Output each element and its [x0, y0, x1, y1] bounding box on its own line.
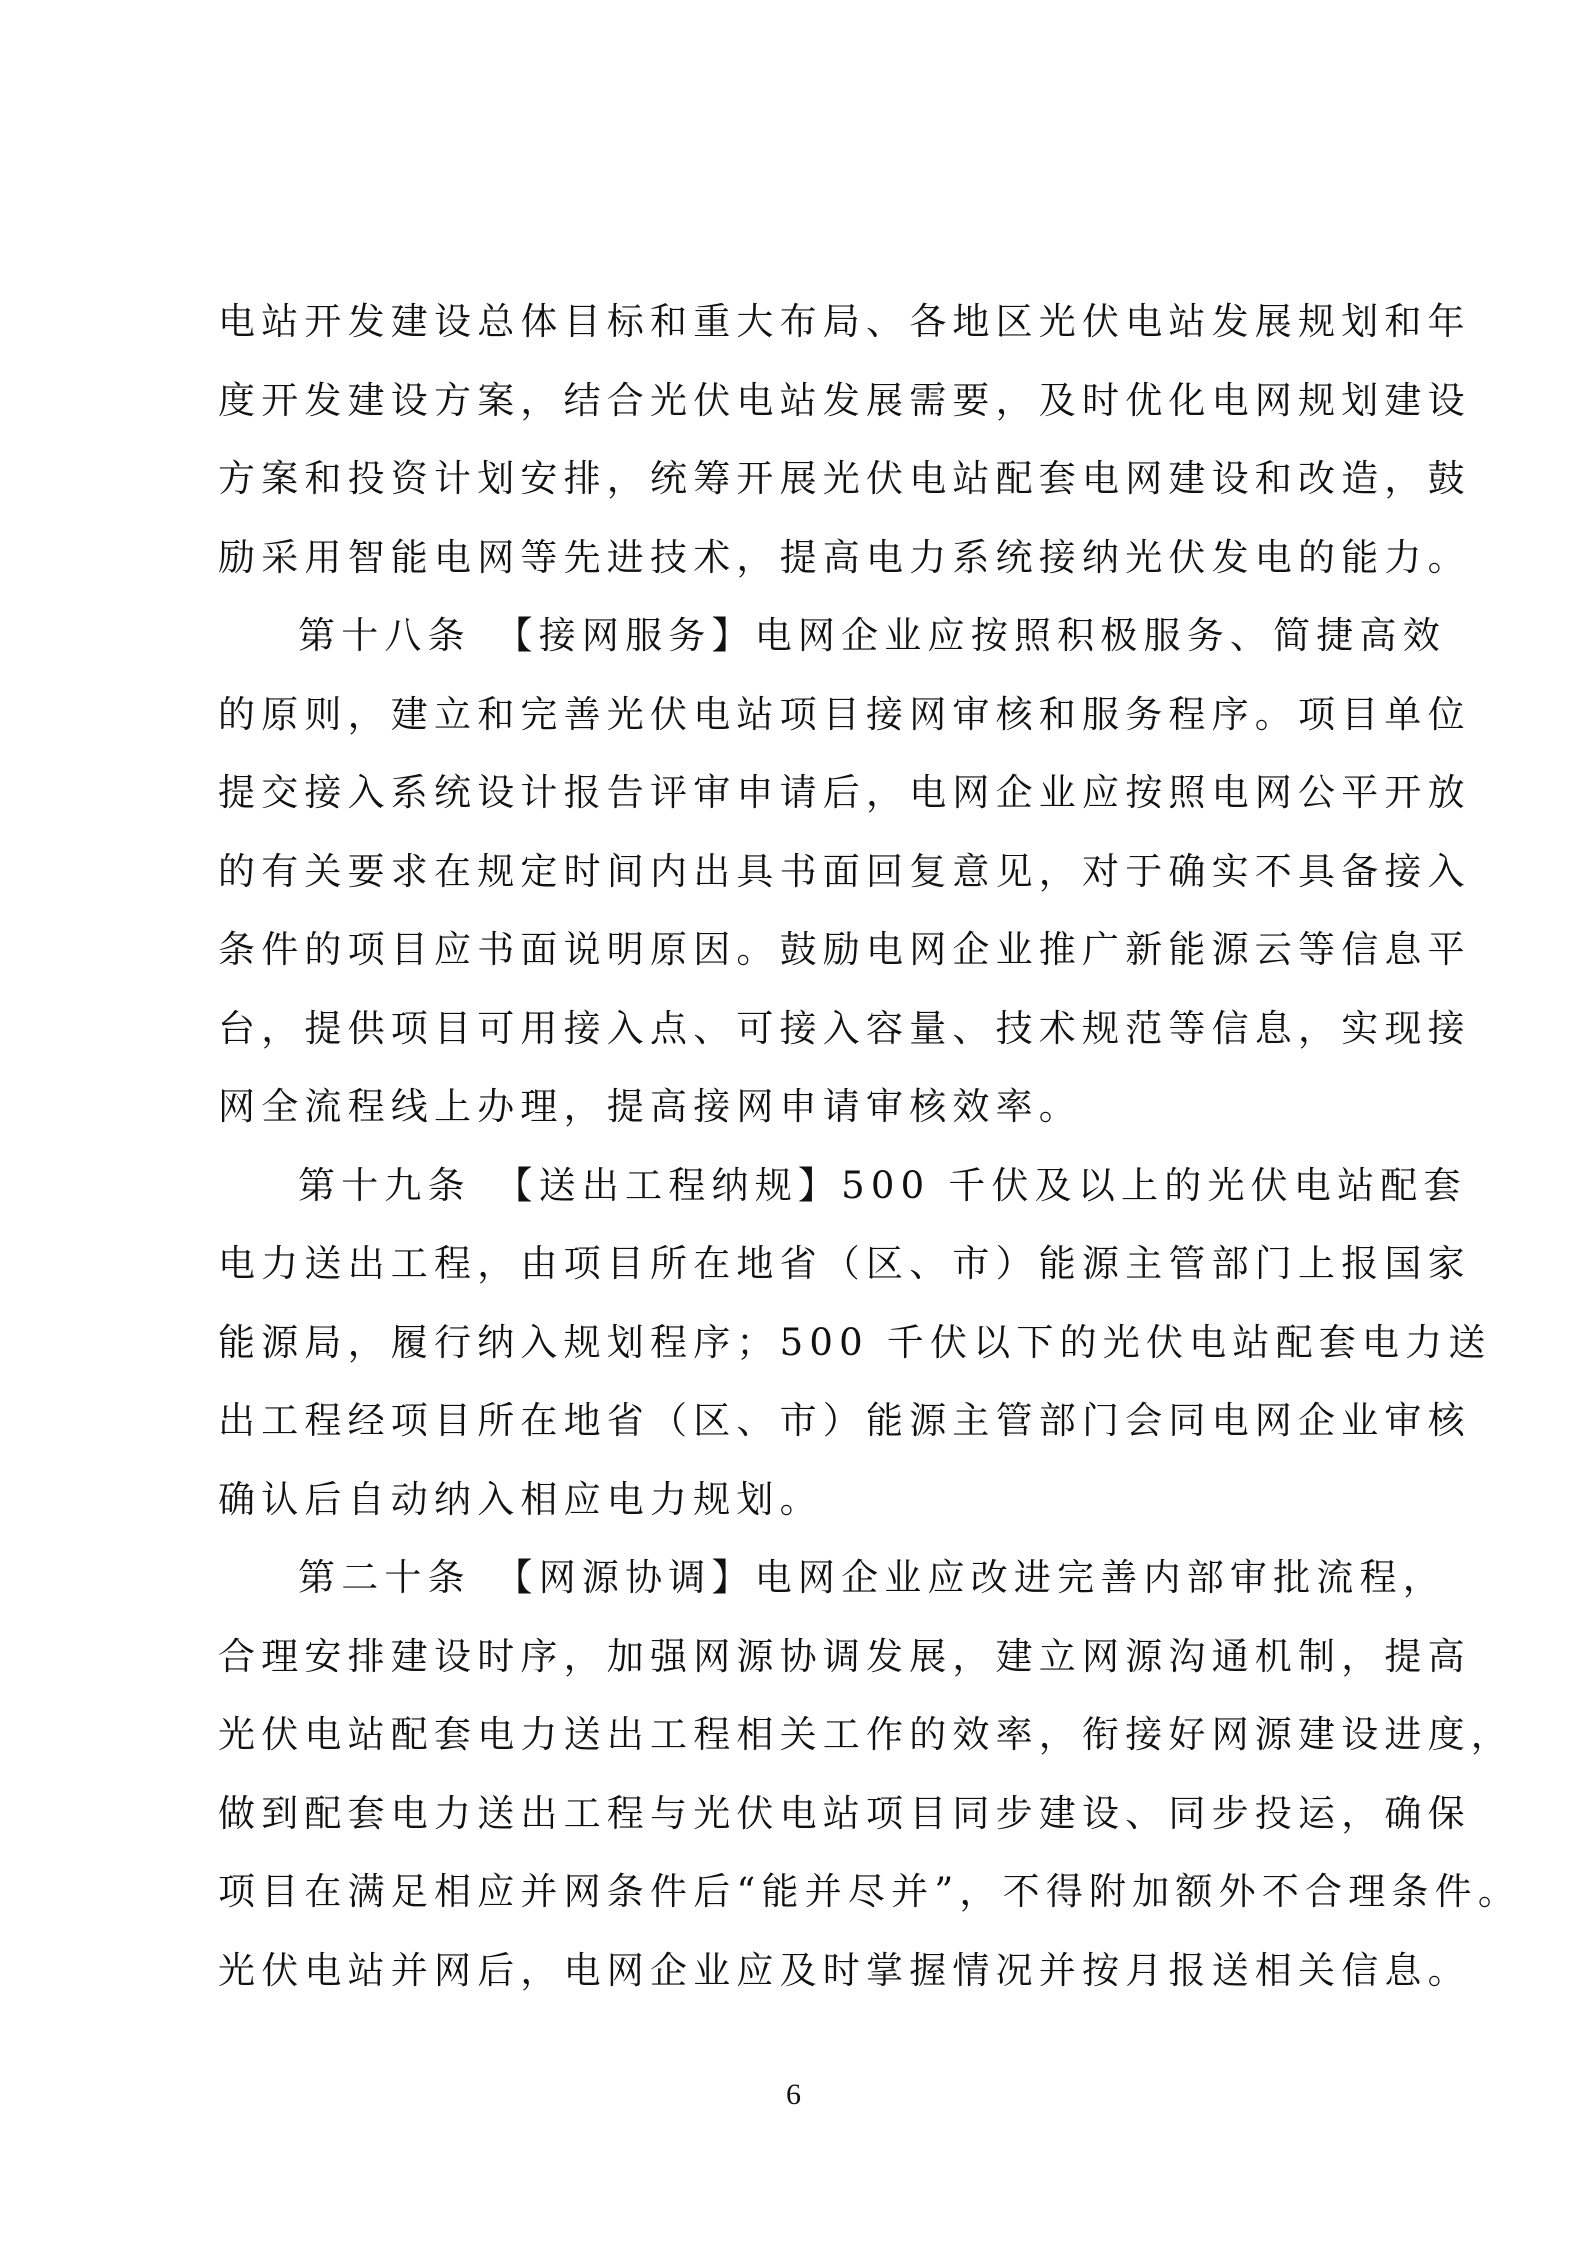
- text-line: 条件的项目应书面说明原因。鼓励电网企业推广新能源云等信息平: [218, 928, 1471, 971]
- text-line: 方案和投资计划安排，统筹开展光伏电站配套电网建设和改造，鼓: [218, 457, 1471, 500]
- text-line: 出工程经项目所在地省（区、市）能源主管部门会同电网企业审核: [218, 1399, 1471, 1442]
- text-line: 的有关要求在规定时间内出具书面回复意见，对于确实不具备接入: [218, 849, 1471, 893]
- text-line: 的原则，建立和完善光伏电站项目接网审核和服务程序。项目单位: [218, 692, 1471, 736]
- text-line: 能源局，履行纳入规划程序；500 千伏以下的光伏电站配套电力送: [218, 1320, 1492, 1364]
- text-line: 提交接入系统设计报告评审申请后，电网企业应按照电网公平开放: [218, 771, 1471, 814]
- text-line: 电力送出工程，由项目所在地省（区、市）能源主管部门上报国家: [218, 1242, 1471, 1285]
- text-line: 做到配套电力送出工程与光伏电站项目同步建设、同步投运，确保: [218, 1791, 1471, 1835]
- text-line: 项目在满足相应并网条件后“能并尽并”，不得附加额外不合理条件。: [218, 1870, 1522, 1913]
- body-text: [218, 283, 1522, 2010]
- text-line: 光伏电站并网后，电网企业应及时掌握情况并按月报送相关信息。: [218, 1948, 1471, 1992]
- text-line: 网全流程线上办理，提高接网申请审核效率。: [218, 1085, 1082, 1128]
- article-20-heading-line: 第二十条 【网源协调】电网企业应改进完善内部审批流程，: [298, 1556, 1446, 1599]
- text-line: 度开发建设方案，结合光伏电站发展需要，及时优化电网规划建设: [218, 378, 1471, 422]
- text-line: 电站开发建设总体目标和重大布局、各地区光伏电站发展规划和年: [218, 300, 1471, 343]
- page-number: 6: [786, 2078, 801, 2111]
- text-line: 光伏电站配套电力送出工程相关工作的效率，衔接好网源建设进度，: [218, 1713, 1514, 1756]
- article-18-heading-line: 第十八条 【接网服务】电网企业应按照积极服务、简捷高效: [298, 614, 1446, 657]
- text-line: 台，提供项目可用接入点、可接入容量、技术规范等信息，实现接: [218, 1006, 1471, 1050]
- text-line: 确认后自动纳入相应电力规划。: [218, 1477, 823, 1521]
- article-19-heading-line: 第十九条 【送出工程纳规】500 千伏及以上的光伏电站配套: [298, 1163, 1467, 1207]
- text-line: 合理安排建设时序，加强网源协调发展，建立网源沟通机制，提高: [218, 1634, 1471, 1678]
- text-line: 励采用智能电网等先进技术，提高电力系统接纳光伏发电的能力。: [218, 535, 1471, 579]
